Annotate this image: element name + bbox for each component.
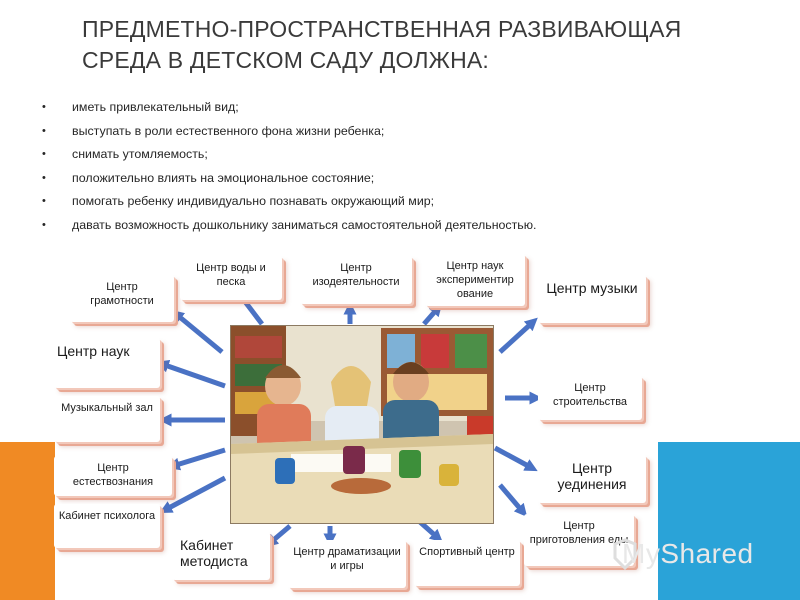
arrow-to-literacy [176,314,222,352]
node-solitude [538,455,646,503]
node-literacy-label: Центр грамотности [90,281,154,307]
node-solitude-label: Центр уединения [557,460,627,492]
node-music-label: Центр музыки [546,280,638,296]
title-line-1: ПРЕДМЕТНО-ПРОСТРАНСТВЕННАЯ РАЗВИВАЮЩАЯ [82,16,682,42]
node-experiment [425,254,525,306]
node-construction-label: Центр строительства [552,382,628,408]
classroom-photo [230,325,494,524]
node-literacy [70,275,174,322]
arrow-to-cooking [500,485,523,512]
requirement-item: • давать возможность дошкольнику заниматься самостоятельной деятельностью. [40,214,700,238]
node-science-label: Центр наук [57,343,130,359]
node-nature [54,456,172,496]
requirement-item: • снимать утомляемость; [40,143,700,167]
requirement-item: • иметь привлекательный вид; [40,96,700,120]
title-line-2: СРЕДА В ДЕТСКОМ САДУ ДОЛЖНА: [82,47,490,73]
node-cooking-label: Центр приготовления еды [529,520,629,546]
arrow-to-science [162,364,225,386]
arrow-to-psychologist [165,478,225,510]
node-sport [414,540,520,586]
watermark-text: MyShared [622,538,754,569]
node-art [300,256,412,304]
arrow-to-experiment [424,308,438,324]
arrow-to-methodist [270,526,290,543]
requirement-item: • выступать в роли естественного фона жизни ребенка; [40,120,700,144]
node-psychologist [54,504,160,548]
requirement-item: • помогать ребенку индивидуально познавать окружающий мир; [40,190,700,214]
arrow-to-sport [420,522,438,538]
node-music-hall [54,396,160,442]
node-water-sand-label: Центр воды и песка [196,262,266,288]
node-construction [538,376,642,420]
node-drama-label: Центр драматизации и игры [293,546,401,572]
node-water-sand [180,256,282,300]
node-drama [288,540,406,588]
node-methodist [172,532,270,580]
node-methodist-label: Кабинет методиста [180,537,248,569]
node-music [538,275,646,323]
node-music-hall-label: Музыкальный зал [61,402,153,414]
node-experiment-label: Центр наук экспериментир ование [436,260,514,300]
requirement-item: • положительно влиять на эмоциональное состояние; [40,167,700,191]
node-art-label: Центр изодеятельности [312,262,400,288]
arrow-to-music [500,322,533,352]
node-psychologist-label: Кабинет психолога [58,510,156,522]
node-sport-label: Спортивный центр [419,546,515,558]
children-at-table-illustration [231,326,493,523]
node-nature-label: Центр естествознания [72,462,154,488]
node-science [54,338,160,388]
arrow-to-solitude [495,448,532,468]
arrow-to-nature [173,450,225,466]
